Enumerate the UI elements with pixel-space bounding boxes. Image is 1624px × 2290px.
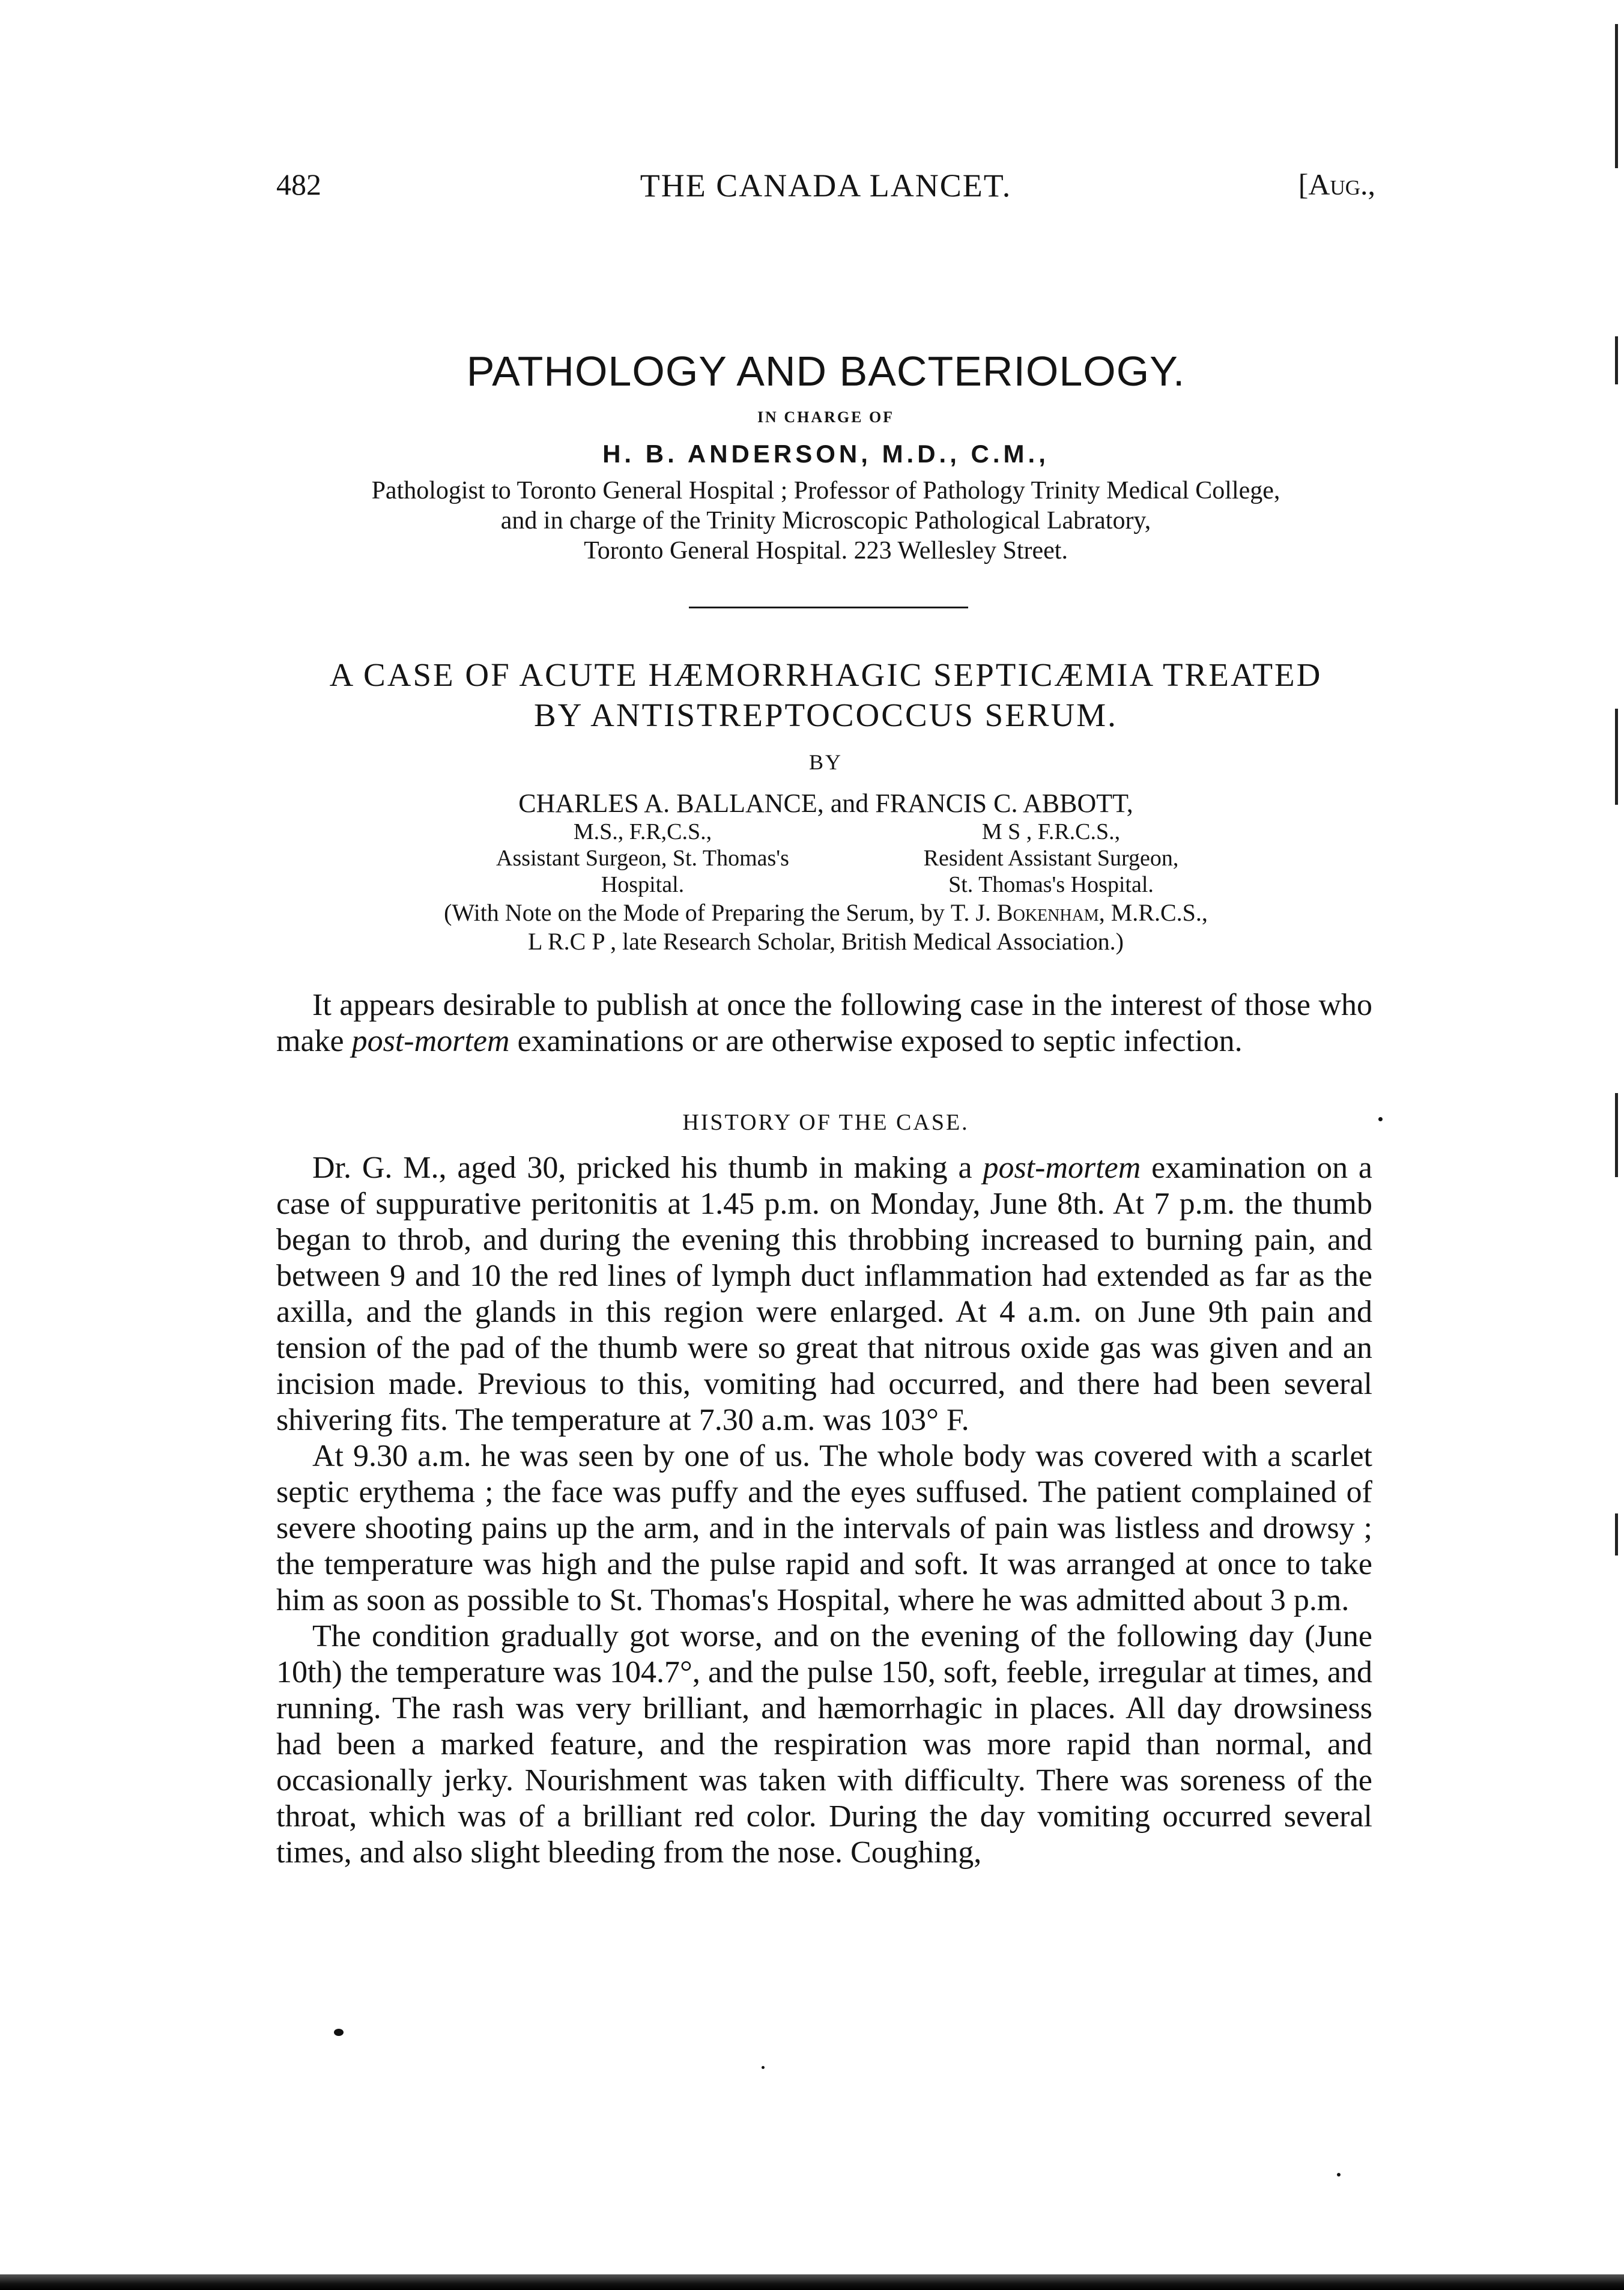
ink-speck [334,2029,344,2036]
section-divider-rule [689,607,968,608]
intro-text-end: examinations or are otherwise exposed to septic infection. [509,1024,1243,1058]
intro-paragraph [276,987,1372,1059]
paragraph-1-italic-term: post-mortem [983,1151,1141,1185]
affiliation-line: and in charge of the Trinity Microscopic Pathological Labratory, [500,507,1151,535]
case-history-body [276,1150,1372,1871]
ink-speck [762,2066,765,2069]
byline-by: BY [808,750,843,774]
author-left-credentials [438,819,847,898]
intro-text [276,987,1372,1059]
case-paragraph-1 [276,1150,1372,1438]
running-header [276,167,1375,215]
article-title [264,655,1387,735]
article-title-line: BY ANTISTREPTOCOCCUS SERUM. [534,697,1118,733]
intro-italic-term: post-mortem [351,1024,510,1058]
journal-title: THE CANADA LANCET. [640,168,1012,204]
intro-text-start: It appears desirable to publish at once the following case in the interest of those who make [276,988,1372,1058]
scan-edge-mark [1615,336,1618,384]
scan-edge-mark [1615,709,1618,805]
paragraph-1-end: examination on a case of suppurative peritonitis at 1.45 p.m. on Monday, June 8th. At 7 p.m. the thumb began to throb, and during the evening this throbbing increased to burning pain, and between 9 and 10 the red lines of lymph duct inflammation had extended as far as the axilla, and the glands in this region were enlarged. At 4 a.m. on June 9th pain and tension of the pad of the thumb were so great that nitrous oxide gas was given and an incision made. Previous to this, vomiting had occurred, and there had been several shivering fits. The temperature at 7.30 a.m. was 103° F. [276,1151,1373,1437]
author-right-position: Resident Assistant Surgeon, [923,846,1179,871]
serum-note-text: (With Note on the Mode of Preparing the Serum, by [444,899,951,926]
section-editor-name: H. B. ANDERSON, M.D., C.M., [602,440,1049,468]
affiliation-line: Pathologist to Toronto General Hospital ; Professor of Pathology Trinity Medical College, [371,477,1280,504]
author-right-degrees: M S , F.R.C.S., [981,819,1121,844]
author-left-degrees: M.S., F.R,C.S., [573,819,712,844]
serum-note-degrees: M.R.C.S., [1104,899,1208,926]
scan-edge-mark [1615,1513,1618,1555]
ink-speck [1337,2173,1341,2176]
section-title: PATHOLOGY AND BACTERIOLOGY. [466,348,1186,395]
issue-month: [Aug., [1298,168,1375,201]
scan-edge-mark [1615,1093,1618,1177]
paragraph-1-start: Dr. G. M., aged 30, pricked his thumb in making a [312,1151,983,1185]
page-number: 482 [276,168,321,201]
in-charge-of-label: IN CHARGE OF [757,408,895,426]
affiliation-line: Toronto General Hospital. 223 Wellesley Street. [584,537,1068,565]
serum-note-line [264,898,1387,927]
case-paragraph-2: At 9.30 a.m. he was seen by one of us. The whole body was covered with a scarlet septic erythema ; the face was puffy and the eyes suffused. The patient complained of severe shooting pains up the arm, and in the intervals of pain was listless and drowsy ; the temperature was high and the pulse rapid and soft. It was arranged at once to take him as soon as possible to St. Thomas's Hospital, where he was admitted about 3 p.m. [276,1439,1372,1617]
authors-line: CHARLES A. BALLANCE, and FRANCIS C. ABBOTT, [518,789,1133,818]
ink-speck [1378,1117,1383,1121]
article-title-line: A CASE OF ACUTE HÆMORRHAGIC SEPTICÆMIA TREATED [329,656,1323,693]
author-right-position-cont: St. Thomas's Hospital. [948,872,1154,897]
author-right-credentials [859,819,1243,898]
author-left-position: Assistant Surgeon, St. Thomas's [496,846,789,871]
case-paragraph-3: The condition gradually got worse, and on the evening of the following day (June 10th) the temperature was 104.7°, and the pulse 150, soft, feeble, irregular at times, and running. The rash was very brilliant, and hæmorrhagic in places. All day drowsiness had been a marked feature, and the respiration was more rapid than normal, and occasionally jerky. Nourishment was taken with difficulty. There was soreness of the throat, which was of a brilliant red color. During the day vomiting occurred several times, and also slight bleeding from the nose. Coughing, [276,1619,1372,1870]
section-editor-affiliation [276,476,1375,566]
serum-note-author: T. J. Bokenham, [950,899,1105,926]
serum-preparation-note [264,898,1387,956]
history-heading: HISTORY OF THE CASE. [682,1110,969,1135]
serum-note-line-2: L R.C P , late Research Scholar, British Medical Association.) [528,928,1124,955]
author-left-position-cont: Hospital. [601,872,685,897]
scan-edge-mark [1615,24,1618,168]
scan-bottom-edge [0,2274,1624,2290]
